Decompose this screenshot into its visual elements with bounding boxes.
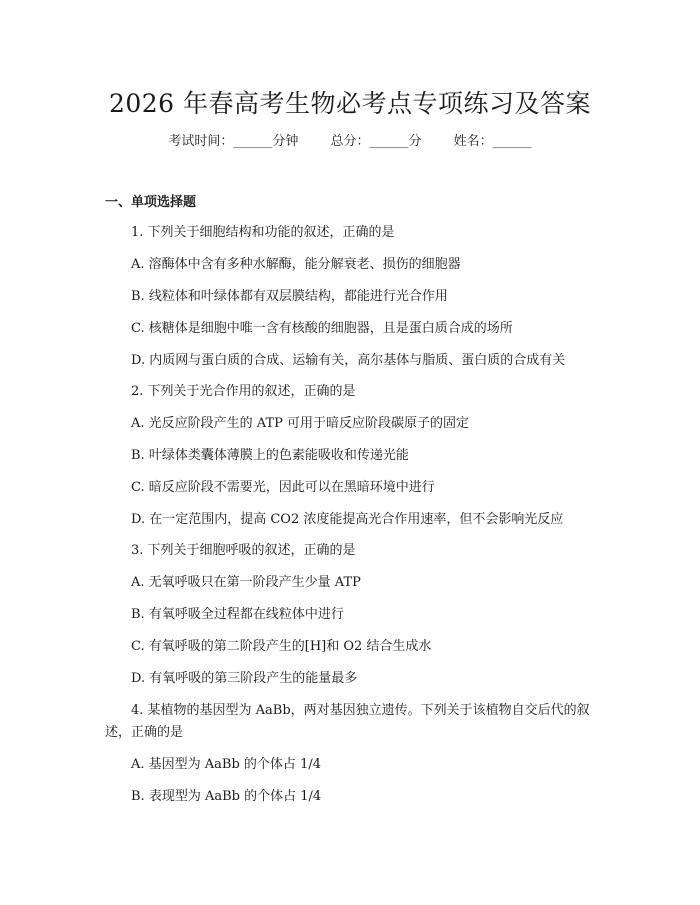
q1-option-d: D. 内质网与蛋白质的合成、运输有关，高尔基体与脂质、蛋白质的合成有关: [131, 353, 566, 368]
q3-option-b: B. 有氧呼吸全过程都在线粒体中进行: [131, 607, 344, 622]
q1-option-a: A. 溶酶体中含有多种水解酶，能分解衰老、损伤的细胞器: [131, 257, 461, 272]
exam-time: 考试时间：______分钟: [168, 134, 299, 149]
q2-option-a: A. 光反应阶段产生的 ATP 可用于暗反应阶段碳原子的固定: [131, 416, 470, 431]
question-1: 1. 下列关于细胞结构和功能的叙述，正确的是: [131, 225, 395, 240]
question-3: 3. 下列关于细胞呼吸的叙述，正确的是: [131, 543, 356, 558]
q2-option-d: D. 在一定范围内，提高 CO2 浓度能提高光合作用速率，但不会影响光反应: [131, 512, 564, 527]
exam-info: [0, 130, 700, 149]
q1-option-c: C. 核糖体是细胞中唯一含有核酸的细胞器，且是蛋白质合成的场所: [131, 321, 513, 336]
exam-name: 姓名：______: [453, 134, 532, 149]
q3-option-a: A. 无氧呼吸只在第一阶段产生少量 ATP: [131, 575, 361, 590]
q4-option-a: A. 基因型为 AaBb 的个体占 1/4: [131, 757, 321, 772]
exam-total-score: 总分：______分: [330, 134, 422, 149]
question-4: 4. 某植物的基因型为 AaBb，两对基因独立遗传。下列关于该植物自交后代的叙述，正确的是: [105, 703, 590, 740]
q2-option-b: B. 叶绿体类囊体薄膜上的色素能吸收和传递光能: [131, 448, 409, 463]
q1-option-b: B. 线粒体和叶绿体都有双层膜结构，都能进行光合作用: [131, 289, 448, 304]
q3-option-c: C. 有氧呼吸的第二阶段产生的[H]和 O2 结合生成水: [131, 639, 432, 654]
page-title: 2026 年春高考生物必考点专项练习及答案: [108, 89, 592, 118]
q2-option-c: C. 暗反应阶段不需要光，因此可以在黑暗环境中进行: [131, 480, 435, 495]
q4-option-b: B. 表现型为 AaBb 的个体占 1/4: [131, 789, 322, 804]
section-heading: 一、单项选择题: [105, 195, 197, 210]
q3-option-d: D. 有氧呼吸的第三阶段产生的能量最多: [131, 671, 358, 686]
question-2: 2. 下列关于光合作用的叙述，正确的是: [131, 384, 356, 399]
